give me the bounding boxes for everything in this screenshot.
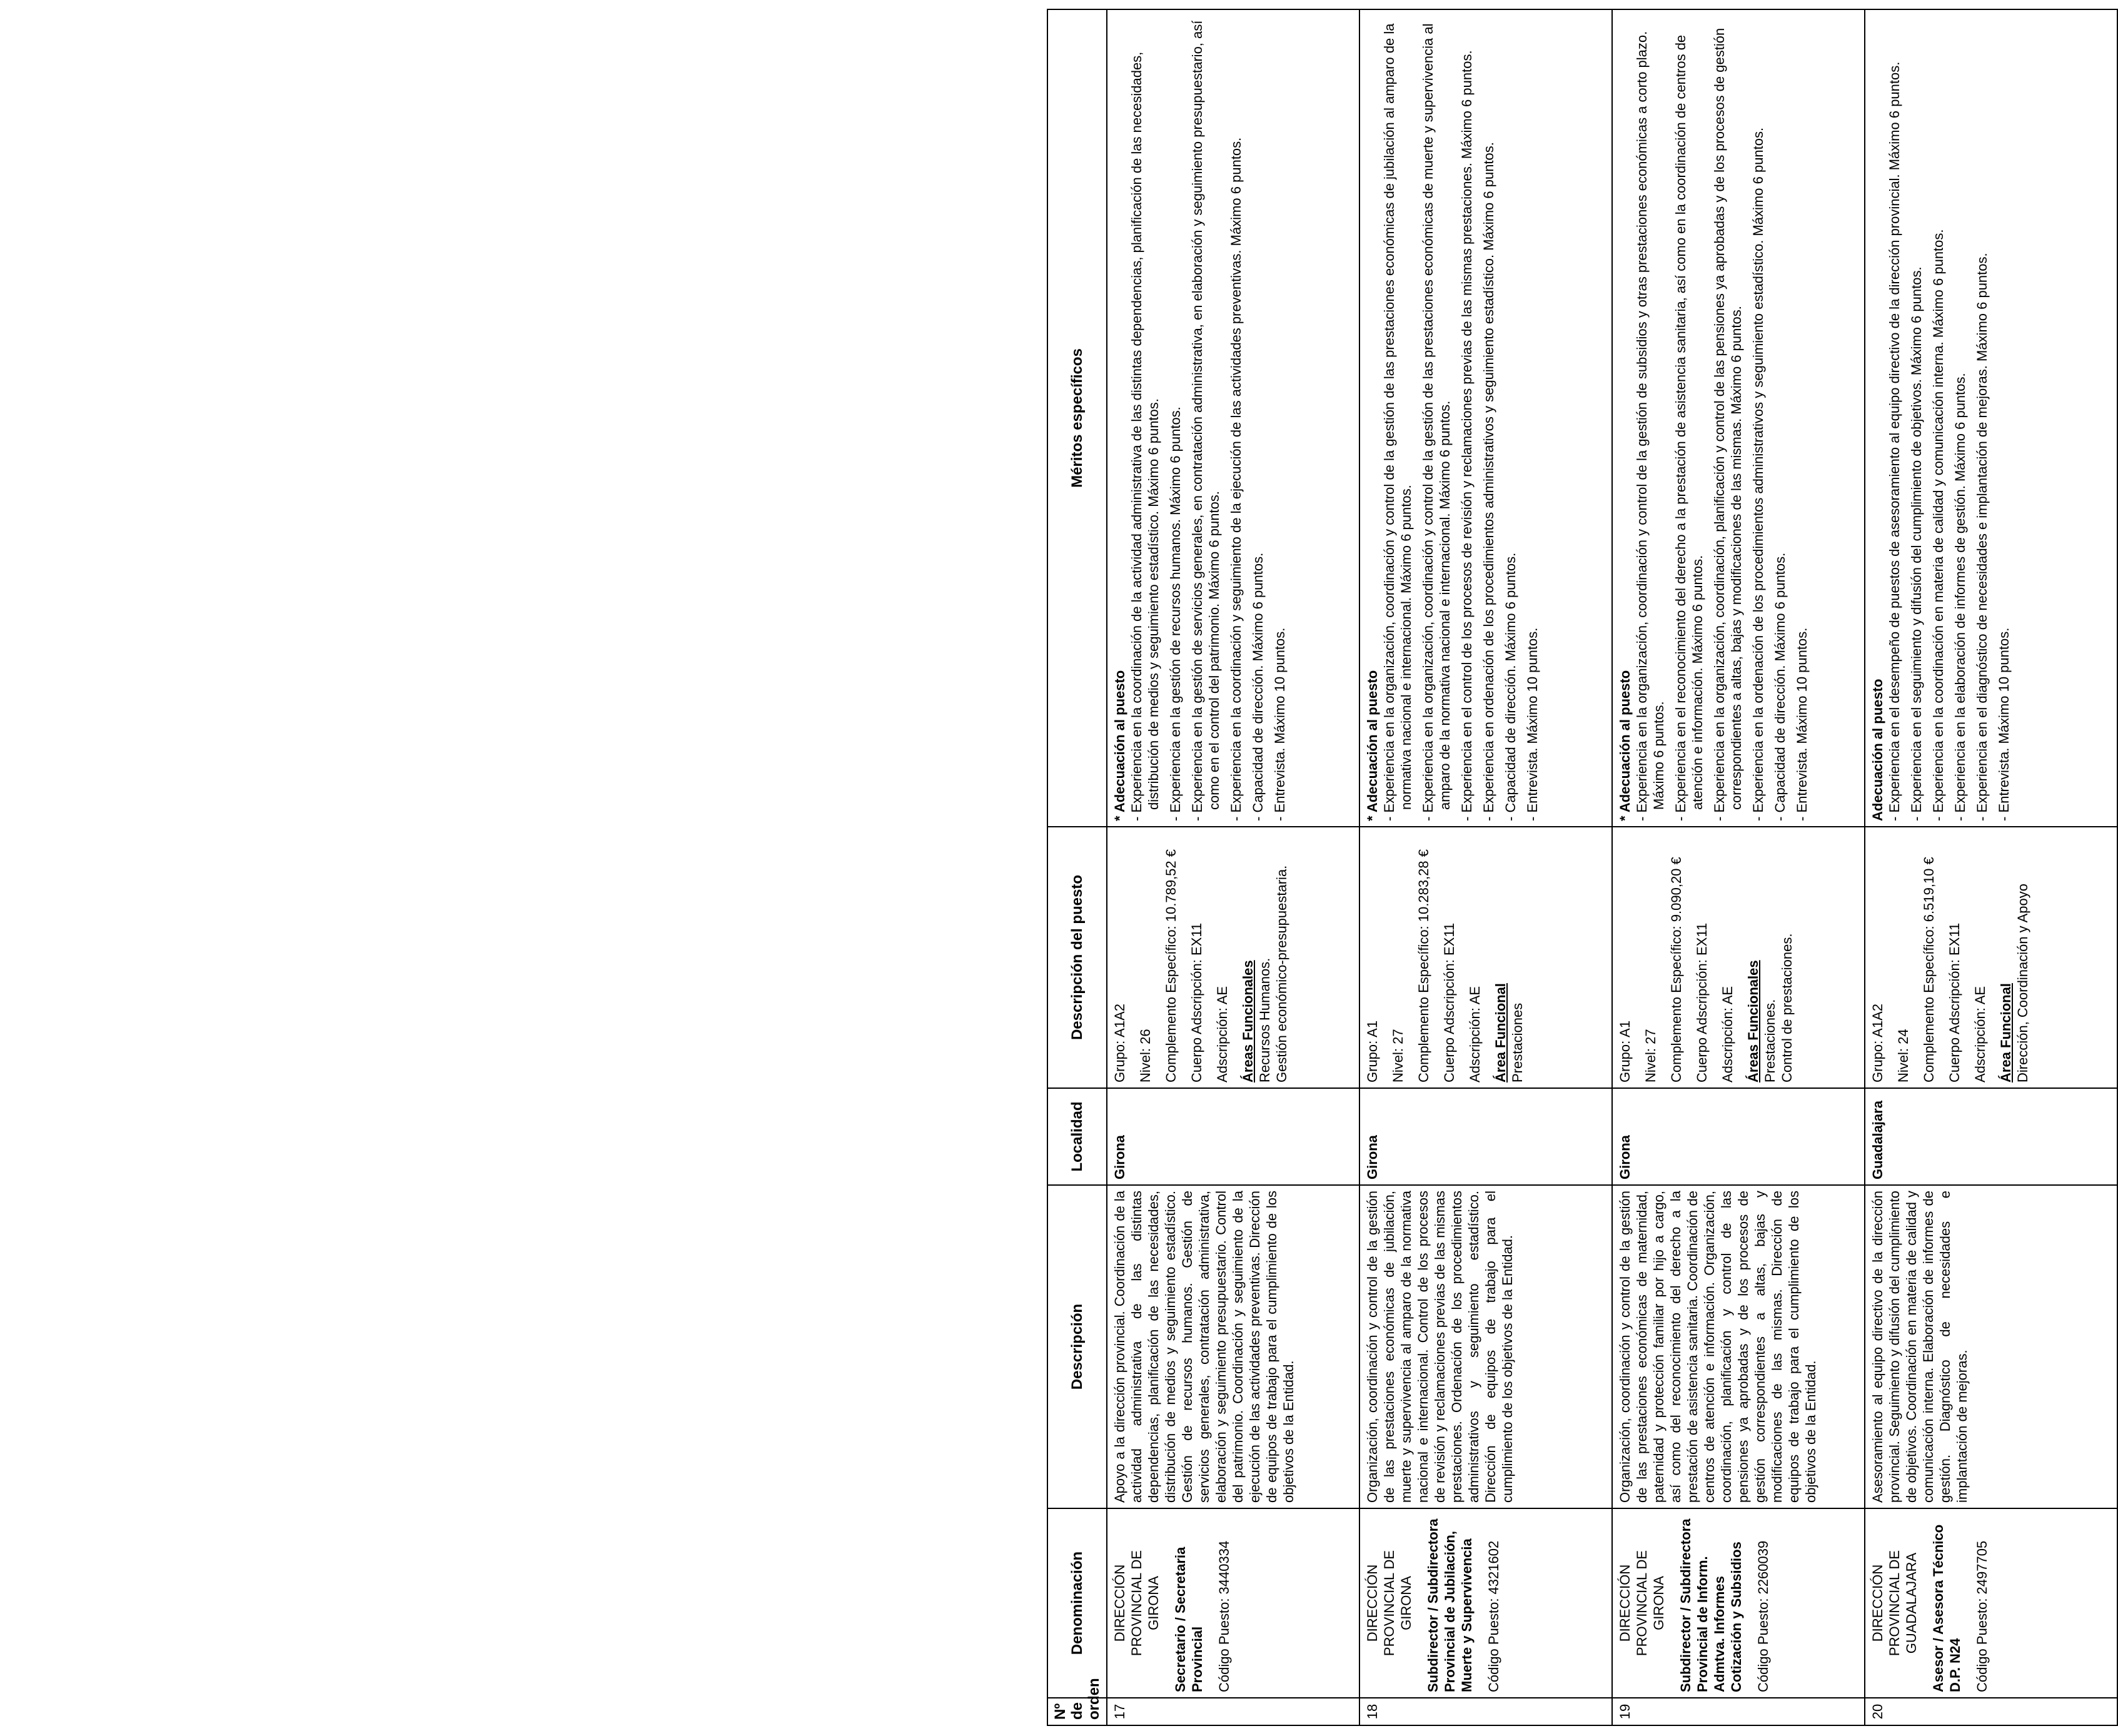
localidad-cell: Girona <box>1612 1088 1865 1185</box>
header-puesto: Descripción del puesto <box>1047 827 1107 1088</box>
grupo: Grupo: A1A2 <box>1870 1004 1885 1082</box>
position-code: Código Puesto: 3440334 <box>1216 1540 1232 1692</box>
cuerpo: Cuerpo Adscripción: EX11 <box>1694 922 1710 1082</box>
adscripcion: Adscripción: AE <box>1467 986 1483 1082</box>
denominacion-cell <box>1612 1508 1865 1698</box>
row-number: 20 <box>1865 1698 2117 1725</box>
puesto-cell <box>1865 827 2117 1088</box>
row-number: 18 <box>1359 1698 1612 1725</box>
position-code: Código Puesto: 2497705 <box>1974 1540 1990 1692</box>
merito-item: - Entrevista. Máximo 10 puntos. <box>1996 627 2012 821</box>
merito-item: - Experiencia en el desempeño de puestos de asesoramiento al equipo directivo de la dirección provincial. Máximo 6 puntos. <box>1887 61 1902 821</box>
merito-item: - Entrevista. Máximo 10 puntos. <box>1525 627 1540 821</box>
descripcion-cell: Apoyo a la dirección provincial. Coordinación de la actividad administrativa de las distintas dependencias, planificación de las necesidades, distribución de medios y seguimiento estadístico. Gestión de recursos humanos. Gestión de servicios generales, contratación administrativa, elaboración y seguimiento presupuestario. Control del patrimonio. Coordinación y seguimiento de la ejecución de las actividades preventivas. Dirección de equipos de trabajo para el cumplimiento de los objetivos de la Entidad. <box>1107 1185 1359 1508</box>
meritos-list <box>1886 15 2012 821</box>
merito-item: - Experiencia en la coordinación de la actividad administrativa de las distintas dependencias, planificación de las necesidades, distribución de medios y seguimiento estadístico. Máximo 6 puntos. <box>1129 51 1161 821</box>
merito-item: - Experiencia en el reconocimiento del derecho a la prestación de asistencia sanitaria, así como en la coordinación de centros de atención e información. Máximo 6 puntos. <box>1673 34 1705 821</box>
grupo: Grupo: A1 <box>1364 1020 1380 1082</box>
meritos-heading: * Adecuación al puesto <box>1364 670 1380 821</box>
position-title: Asesor / Asesora Técnico D.P. N24 <box>1930 1524 1963 1692</box>
puesto-cell <box>1107 827 1359 1088</box>
merito-item: - Entrevista. Máximo 10 puntos. <box>1272 627 1288 821</box>
adscripcion: Adscripción: AE <box>1972 986 1988 1082</box>
merito-item: - Capacidad de dirección. Máximo 6 puntos. <box>1250 552 1266 821</box>
meritos-cell <box>1612 9 1865 827</box>
area-item: Dirección, Coordinación y Apoyo <box>2015 884 2030 1082</box>
org-name: DIRECCIÓN PROVINCIAL DE GIRONA <box>1364 1550 1414 1657</box>
meritos-heading: Adecuación al puesto <box>1870 679 1885 821</box>
merito-item: - Experiencia en ordenación de los procedimientos administrativos y seguimiento estadístico. Máximo 6 puntos. <box>1481 142 1496 821</box>
meritos-list <box>1633 15 1810 821</box>
nivel: Nivel: 27 <box>1643 1029 1658 1082</box>
area-item: Prestaciones <box>1510 1002 1525 1082</box>
area-item: Recursos Humanos. <box>1257 957 1273 1082</box>
position-code: Código Puesto: 4321602 <box>1486 1540 1501 1692</box>
row-number: 19 <box>1612 1698 1865 1725</box>
merito-item: - Experiencia en la ordenación de los procedimientos administrativos y seguimiento estadístico. Máximo 6 puntos. <box>1750 127 1766 821</box>
org-name: DIRECCIÓN PROVINCIAL DE GUADALAJARA <box>1870 1550 1919 1657</box>
complemento: Complemento Específico: 10.283,28 € <box>1416 849 1431 1082</box>
header-denominacion: Denominación <box>1047 1508 1107 1698</box>
denominacion-cell <box>1865 1508 2117 1698</box>
descripcion-cell: Asesoramiento al equipo directivo de la dirección provincial. Seguimiento y difusión del cumplimiento de objetivos. Coordinación en materia de calidad y comunicación interna. Elaboración de informes de gestión. Diagnóstico de necesidades e implantación de mejoras. <box>1865 1185 2117 1508</box>
merito-item: - Experiencia en la coordinación y seguimiento de la ejecución de las actividades preventivas. Máximo 6 puntos. <box>1228 137 1244 821</box>
position-code: Código Puesto: 2260039 <box>1755 1540 1771 1692</box>
meritos-heading: * Adecuación al puesto <box>1617 670 1633 821</box>
localidad-cell: Guadalajara <box>1865 1088 2117 1185</box>
merito-item: - Entrevista. Máximo 10 puntos. <box>1794 627 1810 821</box>
header-localidad: Localidad <box>1047 1088 1107 1185</box>
area-heading: Área Funcional <box>1493 983 1508 1082</box>
merito-item: - Experiencia en la organización, coordinación y control de la gestión de las prestaciones económicas de jubilación al amparo de la normativa nacional e internacional. Máximo 6 puntos. <box>1381 23 1414 821</box>
table-row <box>1612 9 1865 1725</box>
merito-item: - Experiencia en la gestión de servicios generales, en contratación administrativa, en elaboración y seguimiento presupuestario, así como en el control del patrimonio. Máximo 6 puntos. <box>1189 20 1222 821</box>
adscripcion: Adscripción: AE <box>1720 986 1735 1082</box>
denominacion-cell <box>1359 1508 1612 1698</box>
area-item: Prestaciones. <box>1762 999 1778 1082</box>
meritos-cell <box>1107 9 1359 827</box>
localidad-cell: Girona <box>1107 1088 1359 1185</box>
meritos-cell <box>1865 9 2117 827</box>
meritos-cell <box>1359 9 1612 827</box>
nivel: Nivel: 26 <box>1137 1029 1153 1082</box>
merito-item: - Capacidad de dirección. Máximo 6 puntos. <box>1503 552 1518 821</box>
table-row <box>1359 9 1612 1725</box>
merito-item: - Experiencia en el diagnóstico de necesidades e implantación de mejoras. Máximo 6 puntos. <box>1974 253 1990 821</box>
meritos-list <box>1381 15 1541 821</box>
position-title: Subdirector / Subdirectora Provincial de Inform. Admtva. Informes Cotización y Subsidios <box>1678 1518 1744 1692</box>
complemento: Complemento Específico: 10.789,52 € <box>1163 849 1179 1082</box>
area-heading: Áreas Funcionales <box>1240 960 1256 1082</box>
descripcion-cell: Organización, coordinación y control de la gestión de las prestaciones económicas de jubilación, muerte y supervivencia al amparo de la normativa nacional e internacional. Control de los procesos de revisión y reclamaciones previas de las mismas prestaciones. Ordenación de los procedimientos administrativos y seguimiento estadístico. Dirección de equipos de trabajo para el cumplimiento de los objetivos de la Entidad. <box>1359 1185 1612 1508</box>
org-name: DIRECCIÓN PROVINCIAL DE GIRONA <box>1617 1550 1667 1657</box>
cuerpo: Cuerpo Adscripción: EX11 <box>1189 922 1204 1082</box>
cuerpo: Cuerpo Adscripción: EX11 <box>1947 922 1962 1082</box>
org-name: DIRECCIÓN PROVINCIAL DE GIRONA <box>1112 1550 1161 1657</box>
merito-item: - Experiencia en la elaboración de informes de gestión. Máximo 6 puntos. <box>1952 373 1968 821</box>
descripcion-cell: Organización, coordinación y control de la gestión de las prestaciones económicas de maternidad, paternidad y protección familiar por hijo a cargo, así como del reconocimiento del derecho a la prestación de asistencia sanitaria. Coordinación de centros de atención e información. Organización, coordinación, planificación y control de las pensiones ya aprobadas y de los procesos de gestión correspondientes a altas, bajas y modificaciones de las mismas. Dirección de equipos de trabajo para el cumplimiento de los objetivos de la Entidad. <box>1612 1185 1865 1508</box>
header-meritos: Méritos específicos <box>1047 9 1107 827</box>
grupo: Grupo: A1 <box>1617 1020 1633 1082</box>
header-descripcion: Descripción <box>1047 1185 1107 1508</box>
meritos-heading: * Adecuación al puesto <box>1112 670 1127 821</box>
row-number: 17 <box>1107 1698 1359 1725</box>
complemento: Complemento Específico: 9.090,20 € <box>1668 857 1684 1082</box>
complemento: Complemento Específico: 6.519,10 € <box>1921 857 1937 1082</box>
nivel: Nivel: 27 <box>1390 1029 1406 1082</box>
merito-item: - Capacidad de dirección. Máximo 6 puntos. <box>1772 552 1788 821</box>
denominacion-cell <box>1107 1508 1359 1698</box>
header-num: Nº de orden <box>1047 1698 1107 1725</box>
table-row <box>1865 9 2117 1725</box>
adscripcion: Adscripción: AE <box>1214 986 1230 1082</box>
puesto-cell <box>1612 827 1865 1088</box>
area-item: Control de prestaciones. <box>1779 933 1795 1082</box>
meritos-list <box>1128 15 1288 821</box>
merito-item: - Experiencia en la organización, coordinación y control de la gestión de las prestaciones económicas de muerte y supervivencia al amparo de la normativa nacional e internacional. Máximo 6 puntos. <box>1420 23 1453 821</box>
puesto-cell <box>1359 827 1612 1088</box>
merito-item: - Experiencia en el control de los procesos de revisión y reclamaciones previas de las mismas prestaciones. Máximo 6 puntos. <box>1459 50 1475 821</box>
cuerpo: Cuerpo Adscripción: EX11 <box>1441 922 1457 1082</box>
nivel: Nivel: 24 <box>1895 1029 1911 1082</box>
positions-table <box>1047 9 2118 1726</box>
localidad-cell: Girona <box>1359 1088 1612 1185</box>
merito-item: - Experiencia en la coordinación en materia de calidad y comunicación interna. Máximo 6 puntos. <box>1930 229 1946 821</box>
merito-item: - Experiencia en la organización, coordinación, planificación y control de las pensiones ya aprobadas y de los procesos de gestión correspondientes a altas, bajas y modificaciones de las mismas. Máximo 6 puntos. <box>1712 28 1744 821</box>
position-title: Secretario / Secretaria Provincial <box>1172 1547 1205 1692</box>
position-title: Subdirector / Subdirectora Provincial de Jubilación, Muerte y Supervivencia <box>1425 1518 1475 1692</box>
grupo: Grupo: A1A2 <box>1112 1004 1127 1082</box>
table-row <box>1107 9 1359 1725</box>
merito-item: - Experiencia en la organización, coordinación y control de la gestión de subsidios y otras prestaciones económicas a corto plazo. Máximo 6 puntos. <box>1634 31 1667 821</box>
area-heading: Áreas Funcionales <box>1745 960 1761 1082</box>
rotated-table-page <box>1047 10 2082 1726</box>
table-header-row <box>1047 9 1107 1725</box>
area-heading: Área Funcional <box>1998 983 2014 1082</box>
merito-item: - Experiencia en la gestión de recursos humanos. Máximo 6 puntos. <box>1167 406 1183 821</box>
merito-item: - Experiencia en el seguimiento y difusión del cumplimiento de objetivos. Máximo 6 puntos. <box>1909 266 1924 821</box>
area-item: Gestión económico-presupuestaria. <box>1274 865 1289 1082</box>
